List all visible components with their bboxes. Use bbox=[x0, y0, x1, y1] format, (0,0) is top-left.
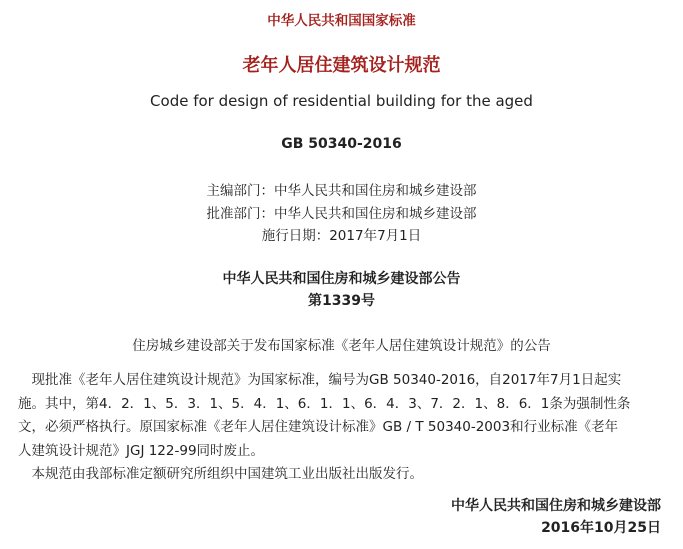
meta-block bbox=[0, 180, 683, 248]
notice-body-line: 文，必须严格执行。原国家标准《老年人居住建筑设计标准》GB / T 50340-2003和行业标准《老年 bbox=[18, 419, 619, 435]
standard-code: GB 50340-2016 bbox=[281, 136, 402, 152]
signature-org: 中华人民共和国住房和城乡建设部 bbox=[451, 498, 661, 514]
document-title: 老年人居住建筑设计规范 bbox=[242, 55, 441, 76]
notice-issuer: 中华人民共和国住房和城乡建设部公告 bbox=[222, 271, 461, 287]
approver-department: 批准部门：中华人民共和国住房和城乡建设部 bbox=[206, 205, 477, 222]
notice-header bbox=[0, 269, 683, 312]
notice-body-line: 本规范由我部标准定额研究所组织中国建筑工业出版社出版发行。 bbox=[18, 466, 423, 482]
notice-title: 住房城乡建设部关于发布国家标准《老年人居住建筑设计规范》的公告 bbox=[132, 338, 551, 354]
editor-department: 主编部门：中华人民共和国住房和城乡建设部 bbox=[206, 183, 477, 199]
notice-body-line: 施。其中，第4．2．1、5．3．1、5．4．1、6．1．1、6．4．3、7．2．1、8．6．1条为强制性条 bbox=[18, 395, 631, 412]
notice-number: 第1339号 bbox=[308, 292, 375, 309]
document-title-english: Code for design of residential building for the aged bbox=[150, 92, 533, 110]
notice-body-line: 现批准《老年人居住建筑设计规范》为国家标准，编号为GB 50340-2016，自2017年7月1日起实 bbox=[18, 372, 622, 388]
national-standard-label: 中华人民共和国国家标准 bbox=[267, 13, 416, 29]
notice-body-line: 人建筑设计规范》JGJ 122-99同时废止。 bbox=[18, 442, 265, 459]
signature-date: 2016年10月25日 bbox=[541, 520, 661, 536]
effective-date: 施行日期：2017年7月1日 bbox=[261, 228, 422, 244]
notice-body bbox=[18, 369, 668, 487]
